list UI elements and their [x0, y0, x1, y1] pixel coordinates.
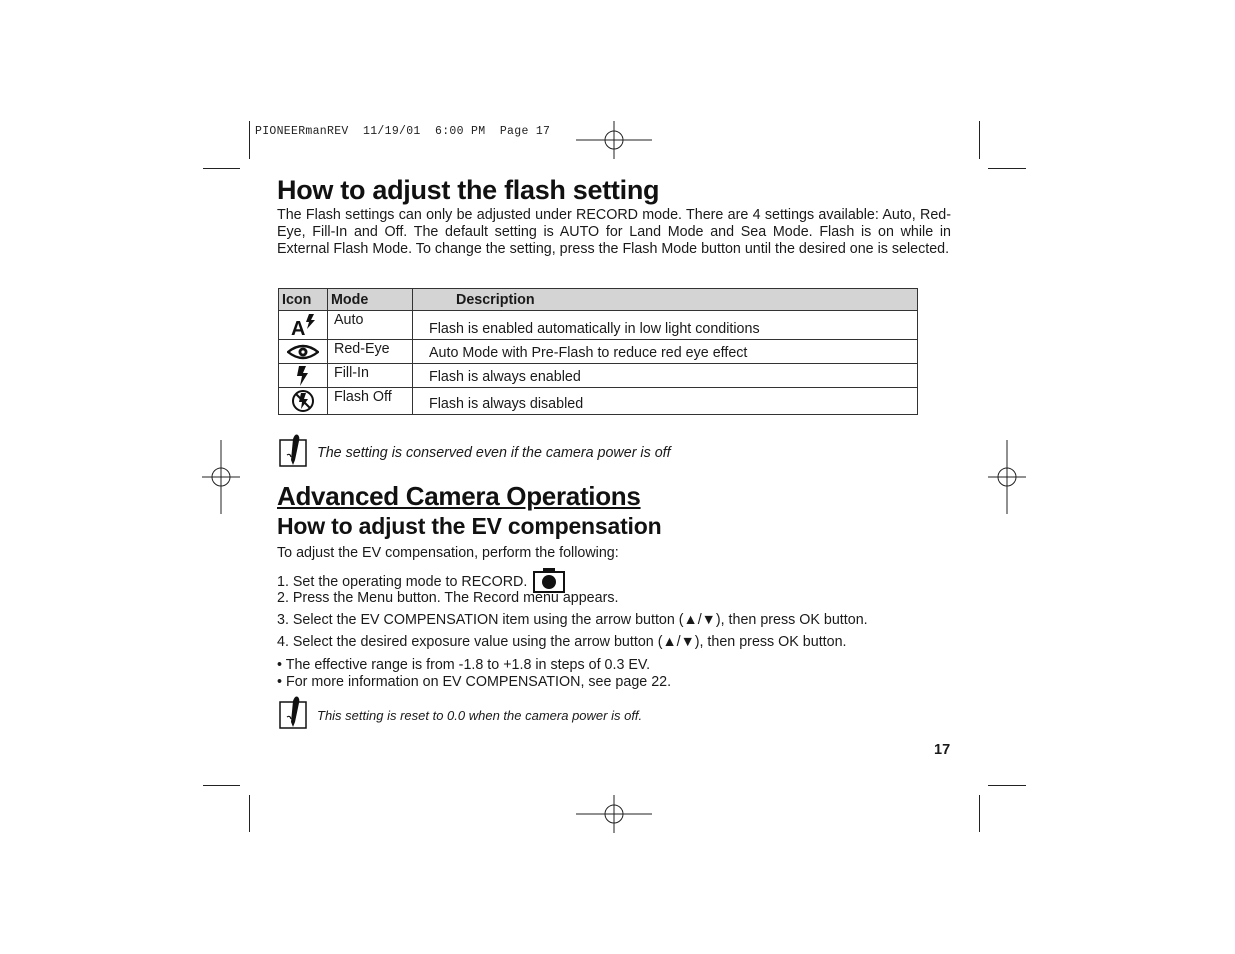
ev-bullet-range: • The effective range is from -1.8 to +1.8 in steps of 0.3 EV.	[277, 657, 651, 673]
icon-column-header: Icon	[279, 289, 328, 311]
ev-step-2: 2. Press the Menu button. The Record menu appears.	[277, 590, 619, 606]
flash-fill-in-icon	[279, 364, 328, 388]
ev-step-3: 3. Select the EV COMPENSATION item using the arrow button (▲/▼), then press OK button.	[277, 612, 868, 628]
crop-mark	[203, 168, 240, 169]
svg-text:A: A	[291, 318, 306, 337]
table-row	[279, 311, 918, 340]
registration-mark-icon	[576, 795, 652, 833]
mode-cell: Flash Off	[328, 388, 413, 415]
note-pencil-icon	[279, 695, 309, 729]
flash-mode-table	[278, 288, 918, 415]
table-row	[279, 364, 918, 388]
description-column-header: Description	[413, 289, 918, 311]
crop-mark	[249, 121, 250, 159]
step-text: 1. Set the operating mode to RECORD.	[277, 574, 528, 590]
crop-mark	[988, 785, 1026, 786]
table-row	[279, 340, 918, 364]
printer-slug: PIONEERmanREV 11/19/01 6:00 PM Page 17	[255, 125, 551, 138]
mode-column-header: Mode	[328, 289, 413, 311]
description-cell: Flash is always disabled	[413, 388, 918, 415]
flash-intro-paragraph: The Flash settings can only be adjusted under RECORD mode. There are 4 settings available: Auto, Red-Eye, Fill-In and Off. The default setting is AUTO for Land Mode and Sea Mode. Flash is on while in External Flash Mode. To change the setting, press the Flash Mode button until the desired one is selected.	[277, 207, 951, 257]
crop-mark	[988, 168, 1026, 169]
red-eye-icon	[279, 340, 328, 364]
mode-cell: Fill-In	[328, 364, 413, 388]
registration-mark-icon	[988, 440, 1026, 514]
flash-note: The setting is conserved even if the camera power is off	[317, 445, 671, 461]
page-number: 17	[934, 742, 951, 758]
note-pencil-icon	[279, 433, 309, 467]
registration-mark-icon	[202, 440, 240, 514]
registration-mark-icon	[576, 121, 652, 159]
flash-auto-icon	[279, 311, 328, 340]
ev-bullet-more-info: • For more information on EV COMPENSATION, see page 22.	[277, 674, 672, 690]
ev-note: This setting is reset to 0.0 when the camera power is off.	[317, 708, 643, 723]
table-row	[279, 388, 918, 415]
crop-mark	[249, 795, 250, 832]
crop-mark	[979, 795, 980, 832]
crop-mark	[979, 121, 980, 159]
ev-compensation-subtitle: How to adjust the EV compensation	[277, 513, 662, 539]
ev-lead-text: To adjust the EV compensation, perform the following:	[277, 545, 619, 561]
table-header-row	[279, 289, 918, 311]
flash-off-icon	[279, 388, 328, 415]
crop-mark	[203, 785, 240, 786]
description-cell: Auto Mode with Pre-Flash to reduce red eye effect	[413, 340, 918, 364]
description-cell: Flash is enabled automatically in low light conditions	[413, 311, 918, 340]
description-cell: Flash is always enabled	[413, 364, 918, 388]
ev-step-4: 4. Select the desired exposure value using the arrow button (▲/▼), then press OK button.	[277, 634, 847, 650]
advanced-section-title: Advanced Camera Operations	[277, 481, 641, 511]
mode-cell: Red-Eye	[328, 340, 413, 364]
mode-cell: Auto	[328, 311, 413, 340]
flash-section-title: How to adjust the flash setting	[277, 175, 660, 205]
